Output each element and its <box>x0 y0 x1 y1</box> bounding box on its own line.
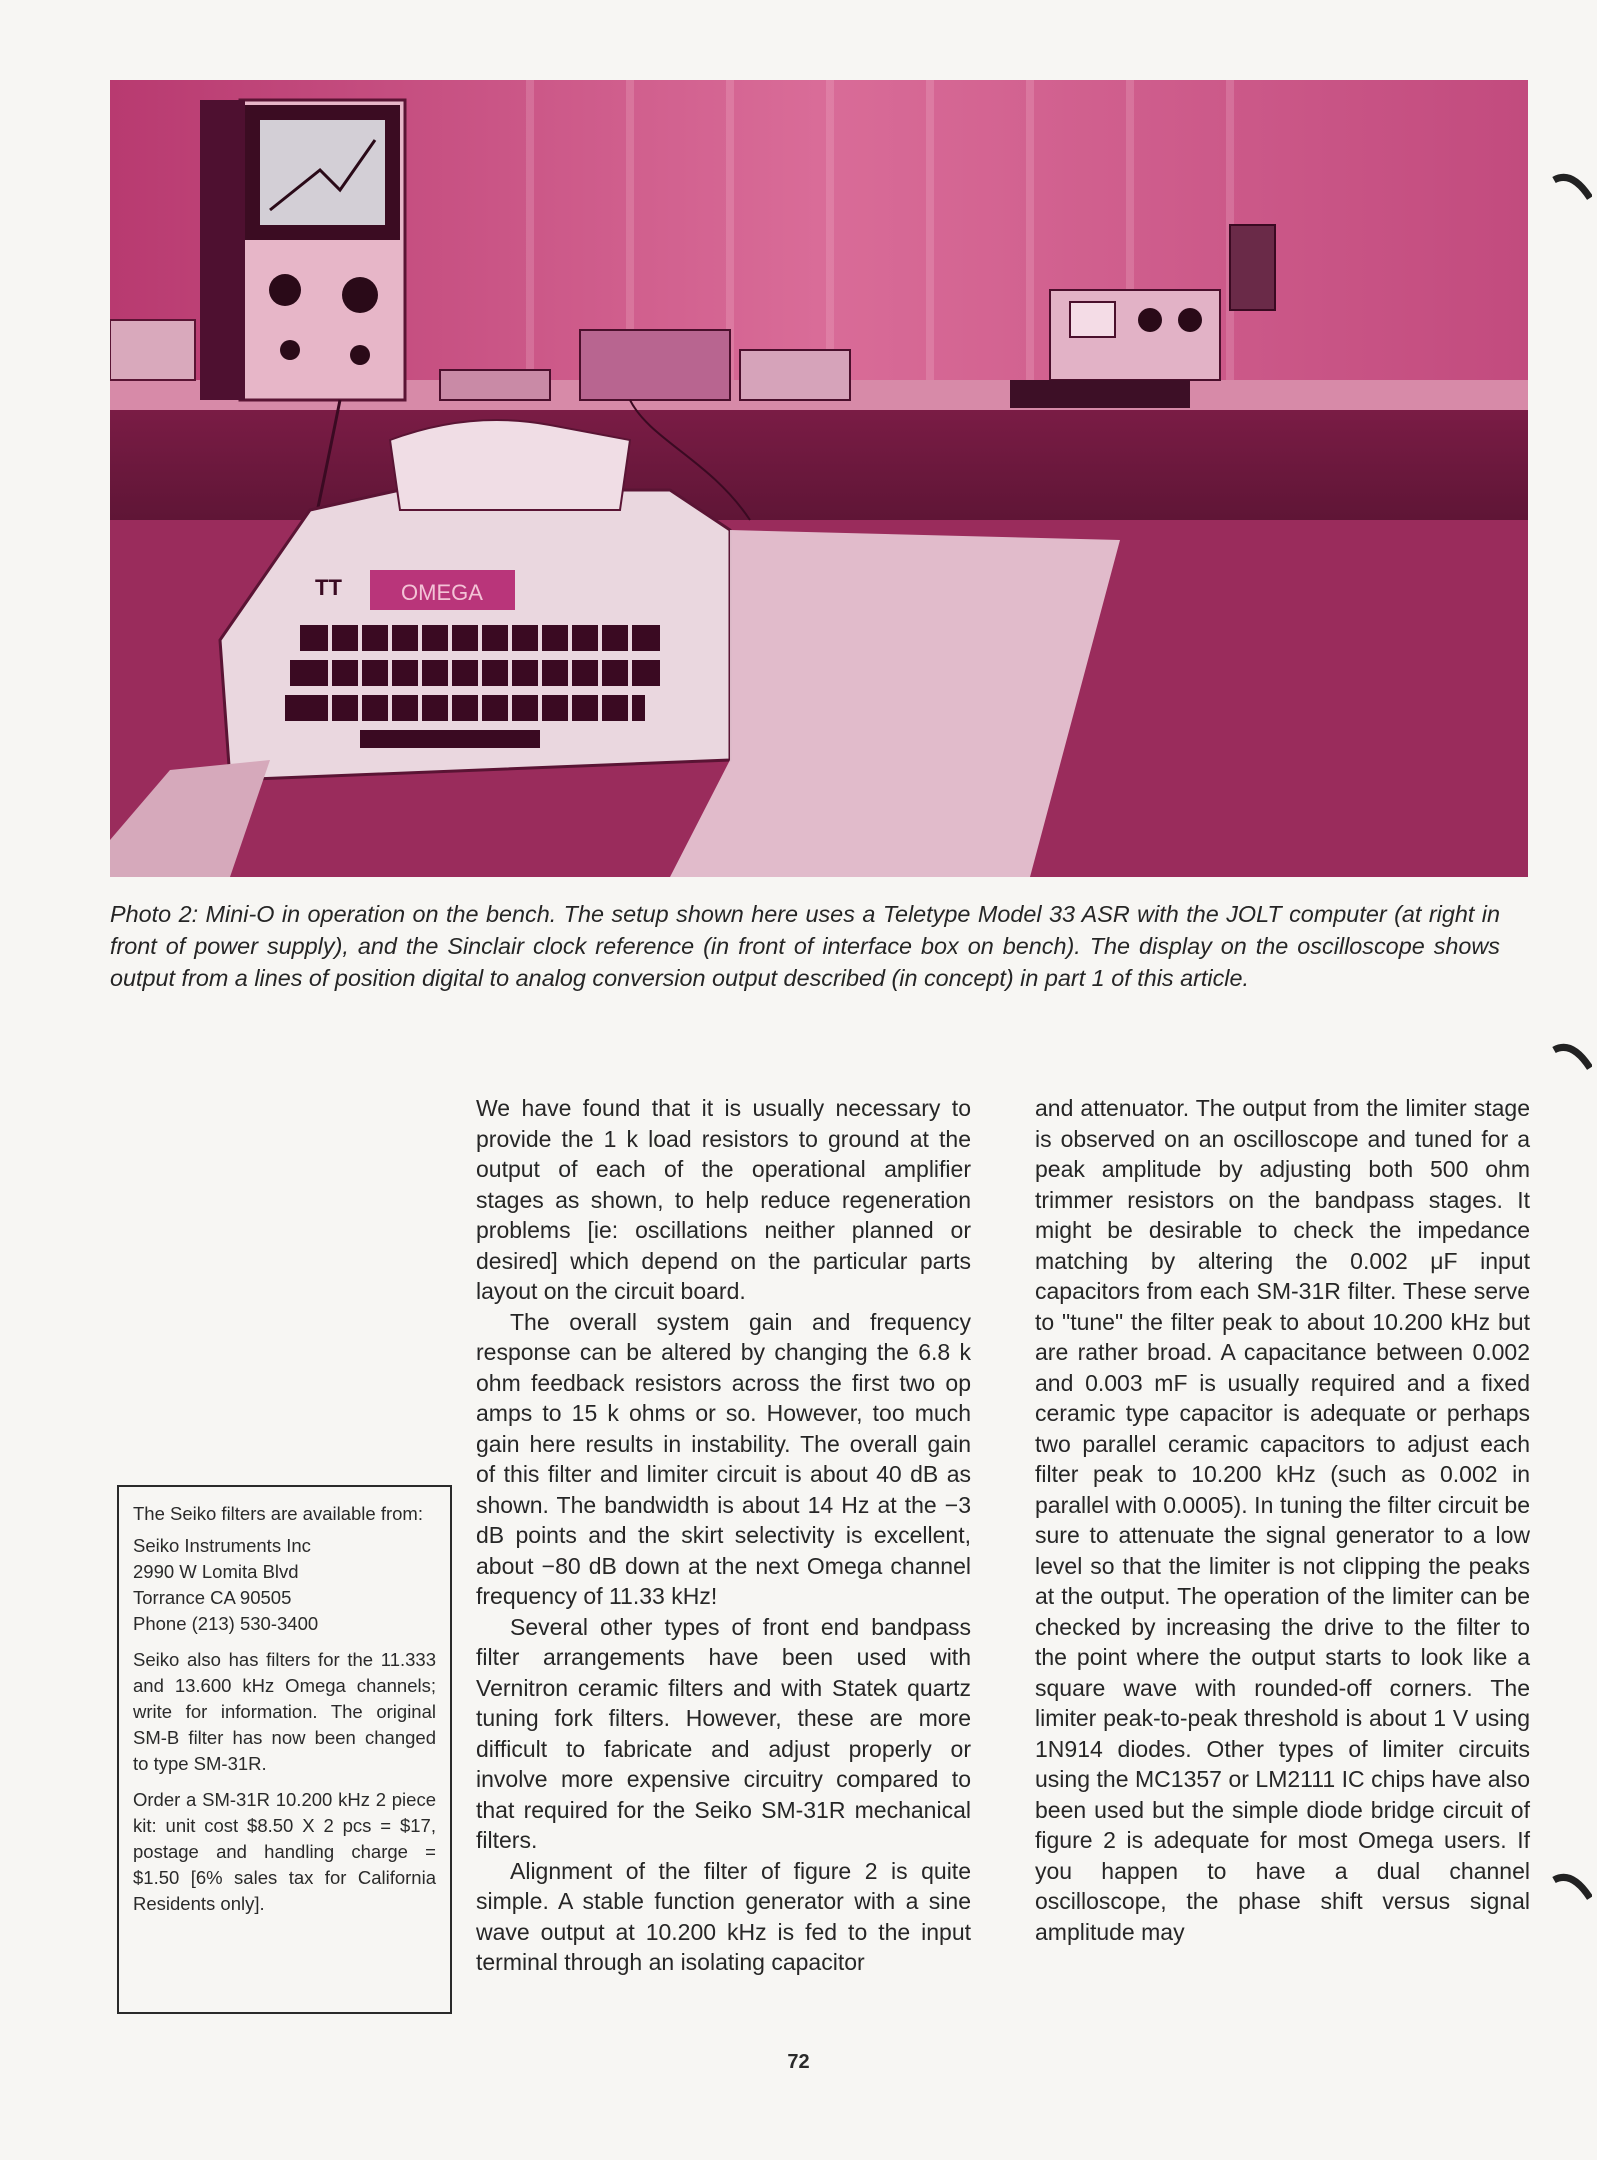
address-line: 2990 W Lomita Blvd <box>133 1561 299 1582</box>
bench-photo-illustration <box>110 80 1528 877</box>
paragraph: Several other types of front end bandpass filter arrangements have been used with Vernitron ceramic filters and with Statek quartz tuning fork filters. However, these are more difficult to fabricate and adjust properly or involve more expensive circuitry compared to that required for the Seiko SM-31R mechanical filters. <box>476 1613 971 1853</box>
paragraph: Alignment of the filter of figure 2 is quite simple. A stable function generator with a sine wave output at 10.200 kHz is fed to the input terminal through an isolating capacitor <box>476 1857 971 1975</box>
page-number: 72 <box>787 2051 810 2073</box>
bench-front <box>110 410 1528 520</box>
omega-label: OMEGA <box>401 580 483 605</box>
binder-mark <box>1552 170 1592 210</box>
paragraph: We have found that it is usually necessary to provide the 1 k load resistors to ground at the output of each of the operational amplifier stages as shown, to help reduce regeneration problems [ie: oscillations neither planned or desired] which depend on the particular parts layout on the circuit board. <box>476 1095 971 1304</box>
text-column-1 <box>476 1093 971 1978</box>
address-line: Seiko Instruments Inc <box>133 1535 311 1556</box>
sidebar-note: Seiko also has filters for the 11.333 and 13.600 kHz Omega channels; write for information. The original SM-B filter has now been changed to type SM-31R. <box>133 1649 436 1774</box>
paragraph: The overall system gain and frequency response can be altered by changing the 6.8 k ohm feedback resistors across the first two op amps to 15 k ohms or so. However, too much gain here results in instability. The overall gain of this filter and limiter circuit is about 40 dB as shown. The bandwidth is about 14 Hz at the −3 dB points and the skirt selectivity is excellent, about −80 dB down at the next Omega channel frequency of 11.33 kHz! <box>476 1308 971 1609</box>
address-line: Phone (213) 530-3400 <box>133 1613 319 1634</box>
jolt-computer <box>1010 380 1190 408</box>
binder-mark <box>1552 1870 1592 1910</box>
text-column-2 <box>1035 1093 1530 1947</box>
photo-caption: Photo 2: Mini-O in operation on the bench. The setup shown here uses a Teletype Model 33 ASR with the JOLT computer (at right in front of power supply), and the Sinclair clock reference (in front of interface box on bench). The display on the oscilloscope shows output from a lines of position digital to analog conversion output described (in concept) in part 1 of this article. <box>110 901 1500 991</box>
teletype-logo: TT <box>315 575 342 600</box>
sidebar-order: Order a SM-31R 10.200 kHz 2 piece kit: unit cost $8.50 X 2 pcs = $17, postage and handling charge = $1.50 [6% sales tax for California Residents only]. <box>133 1789 436 1914</box>
binder-mark <box>1552 1040 1592 1080</box>
clock-reference <box>580 330 730 400</box>
oscilloscope <box>200 100 405 400</box>
seiko-sidebar-box <box>117 1485 452 2014</box>
sidebar-address <box>133 1533 436 1637</box>
paragraph: and attenuator. The output from the limiter stage is observed on an oscilloscope and tuned for a peak amplitude by adjusting both 500 ohm trimmer resistors on the bandpass stages. It might be desirable to check the impedance matching by altering the 0.002 μF input capacitors from each SM-31R filter. These serve to "tune" the filter peak to about 10.200 kHz but are rather broad. A capacitance between 0.002 and 0.003 mF is usually required and a fixed ceramic type capacitor is adequate or perhaps two parallel ceramic capacitors to adjust each filter peak to 10.200 kHz (such as 0.002 in parallel with 0.0005). In tuning the filter circuit be sure to attenuate the signal generator to a low level so that the limiter is not clipping the peaks at the output. The operation of the limiter can be checked by increasing the drive to the filter to the point where the output starts to look like a square wave with rounded-off corners. The limiter peak-to-peak threshold is about 1 V using 1N914 diodes. Other types of limiter circuits using the MC1357 or LM2111 IC chips have also been used but the simple diode bridge circuit of figure 2 is adequate for most Omega users. If you happen to have a dual channel oscilloscope, the phase shift versus signal amplitude may <box>1035 1095 1530 1945</box>
sidebar-heading: The Seiko filters are available from: <box>133 1503 423 1524</box>
photo-2 <box>110 80 1528 877</box>
address-line: Torrance CA 90505 <box>133 1587 292 1608</box>
